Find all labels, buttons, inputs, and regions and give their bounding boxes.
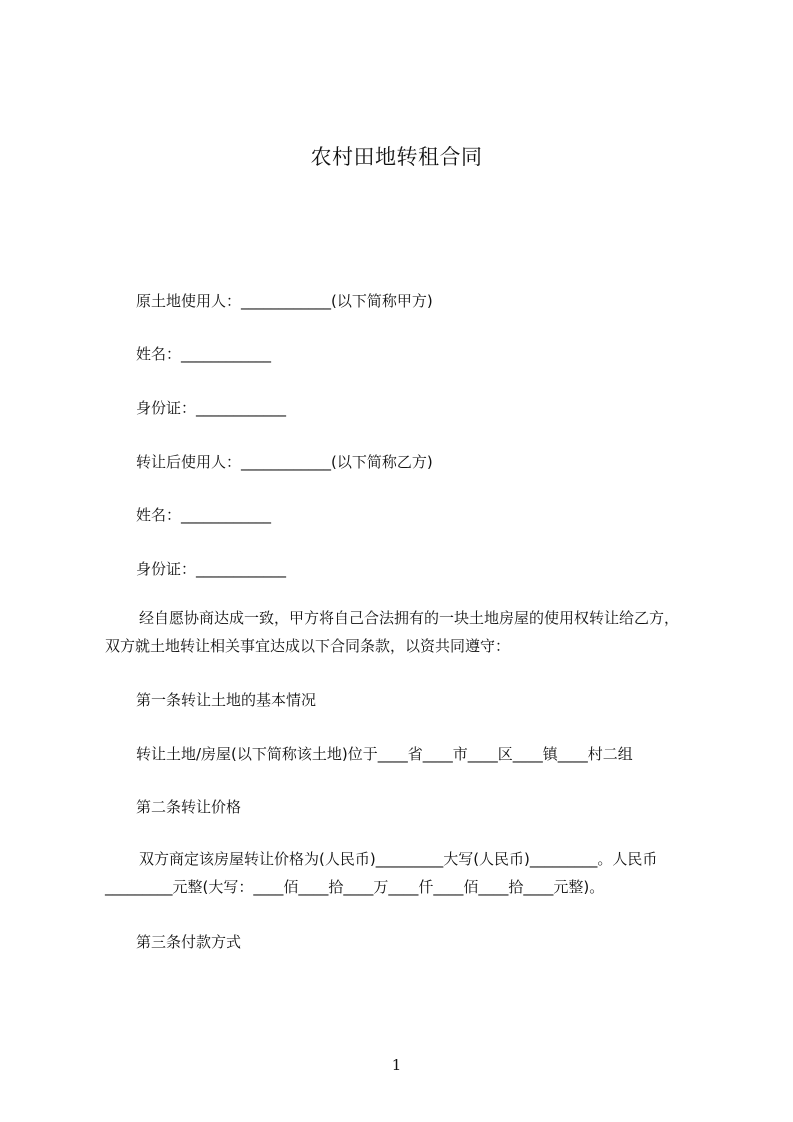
article-2-line-1: 双方商定该房屋转让价格为(人民币)_________大写(人民币)_________。人民币 [139,850,658,868]
article-2-paragraph [105,845,711,901]
preamble-paragraph [105,604,711,660]
party-a-id-line: 身份证：____________ [136,399,287,417]
preamble-line-2: 双方就土地转让相关事宜达成以下合同条款，以资共同遵守： [105,637,511,655]
document-title: 农村田地转租合同 [310,145,483,169]
article-2-line-2: _________元整(大写：____佰____拾____万____仟____佰____拾____元整)。 [105,878,605,896]
party-b-id-line: 身份证：____________ [136,560,287,578]
article-1-text: 转让土地/房屋(以下简称该土地)位于____省____市____区____镇____村二组 [136,745,633,763]
article-3-heading: 第三条付款方式 [136,933,242,951]
article-2-heading: 第二条转让价格 [136,798,242,816]
page-number: 1 [391,1056,402,1074]
preamble-line-1: 经自愿协商达成一致，甲方将自己合法拥有的一块土地房屋的使用权转让给乙方， [139,609,680,627]
party-b-line: 转让后使用人：____________(以下简称乙方) [136,453,433,471]
party-a-line: 原土地使用人：____________(以下简称甲方) [136,292,433,310]
article-1-heading: 第一条转让土地的基本情况 [136,691,317,709]
party-a-name-line: 姓名：____________ [136,345,272,363]
party-b-name-line: 姓名：____________ [136,506,272,524]
